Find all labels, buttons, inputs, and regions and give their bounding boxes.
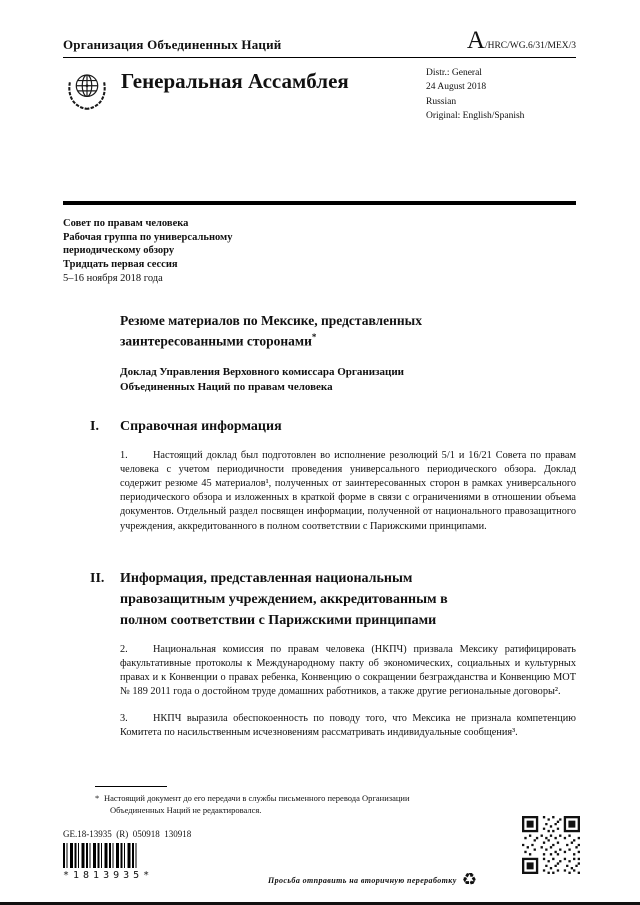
barcode-text: *1813935* bbox=[63, 870, 154, 881]
doc-symbol bbox=[467, 28, 576, 53]
ge-document-code: GE.18-13935 (R) 050918 130918 bbox=[63, 829, 192, 839]
paragraph-2-number: 2. bbox=[120, 643, 128, 655]
recycle-notice bbox=[268, 872, 477, 889]
section-2-heading bbox=[90, 568, 576, 631]
title-footnote-marker: * bbox=[311, 331, 317, 342]
session-dates: 5–16 ноября 2018 года bbox=[63, 272, 163, 284]
paragraph-3 bbox=[120, 712, 576, 740]
paragraph-2-text: Национальная комиссия по правам человека (НКПЧ) призвала Мексику ратифицировать факультативные протоколы к Международному пакту об экономических, социальных и культурных правах и к Конвенции о правах ребенка, Конвенцию о сокращении безгражданства и Конвенцию МОТ № 189 2011 года о достойном труде домашних работников, а также другие региональные договоры². bbox=[120, 643, 576, 698]
original-language-line: Original: English/Spanish bbox=[426, 110, 525, 121]
footnote-separator bbox=[95, 786, 167, 787]
paragraph-1-text: Настоящий доклад был подготовлен во исполнение резолюций 5/1 и 16/21 Совета по правам человека с учетом периодичности проведения универсального периодического обзора. Доклад содержит резюме 45 материалов¹, полученных от заинтересованных сторон в рамках универсального периодического обзора и изложенных в краткой форме в связи с ограничениями в отношении объема документов. Отдельный раздел посвящен информации, полученной от национального правозащитного учреждения, аккредитованного в полном соответствии с Парижскими принципами. bbox=[120, 449, 576, 532]
paragraph-2 bbox=[120, 643, 576, 700]
document-title-text: Резюме материалов по Мексике, представленных заинтересованными сторонами bbox=[120, 313, 422, 349]
barcode bbox=[63, 843, 137, 868]
document-title bbox=[120, 311, 490, 351]
section-1-title: Справочная информация bbox=[120, 418, 282, 434]
un-emblem-icon bbox=[63, 66, 111, 114]
session-number: Тридцать первая сессия bbox=[63, 258, 178, 270]
thick-divider bbox=[63, 201, 576, 205]
footnote-block bbox=[95, 786, 455, 817]
section-2-numeral: II. bbox=[90, 570, 105, 586]
footnote-marker: * bbox=[95, 793, 100, 803]
language-line: Russian bbox=[426, 96, 457, 107]
org-name: Организация Объединенных Наций bbox=[63, 37, 282, 52]
recycle-text: Просьба отправить на вторичную переработку bbox=[268, 876, 457, 885]
date-line: 24 August 2018 bbox=[426, 82, 487, 93]
section-1-numeral: I. bbox=[90, 418, 99, 434]
doc-symbol-series: A bbox=[466, 27, 485, 54]
council-name: Совет по правам человека bbox=[63, 218, 189, 229]
paragraph-1-number: 1. bbox=[120, 449, 128, 461]
doc-symbol-number: /HRC/WG.6/31/MEX/3 bbox=[484, 41, 576, 51]
footnote bbox=[95, 792, 455, 817]
document-subtitle: Доклад Управления Верховного комиссара Организации Объединенных Наций по правам человека bbox=[120, 365, 404, 394]
session-block bbox=[63, 217, 576, 285]
document-header bbox=[63, 28, 576, 58]
section-2-title: Информация, представленная национальным правозащитным учреждением, аккредитованным в полном соответствии с Парижскими принципами bbox=[120, 570, 448, 628]
working-group-name: Рабочая группа по универсальному периодическому обзору bbox=[63, 231, 233, 257]
paragraph-1 bbox=[120, 449, 576, 534]
recycle-icon: ♻ bbox=[461, 870, 477, 890]
paragraph-3-text: НКПЧ выразила обеспокоенность по поводу того, что Мексика не признала компетенцию Комитета по насильственным исчезновениям рассматривать индивидуальные сообщения³. bbox=[120, 712, 576, 738]
assembly-title: Генеральная Ассамблея bbox=[121, 69, 349, 93]
masthead bbox=[63, 66, 576, 123]
section-1-heading bbox=[90, 416, 576, 437]
distribution-block bbox=[426, 66, 576, 123]
qr-code bbox=[522, 816, 580, 874]
distr-line: Distr.: General bbox=[426, 68, 482, 78]
footnote-text: Настоящий документ до его передачи в службы письменного перевода Организации Объединенных Наций не редактировался. bbox=[104, 793, 410, 816]
paragraph-3-number: 3. bbox=[120, 712, 128, 724]
